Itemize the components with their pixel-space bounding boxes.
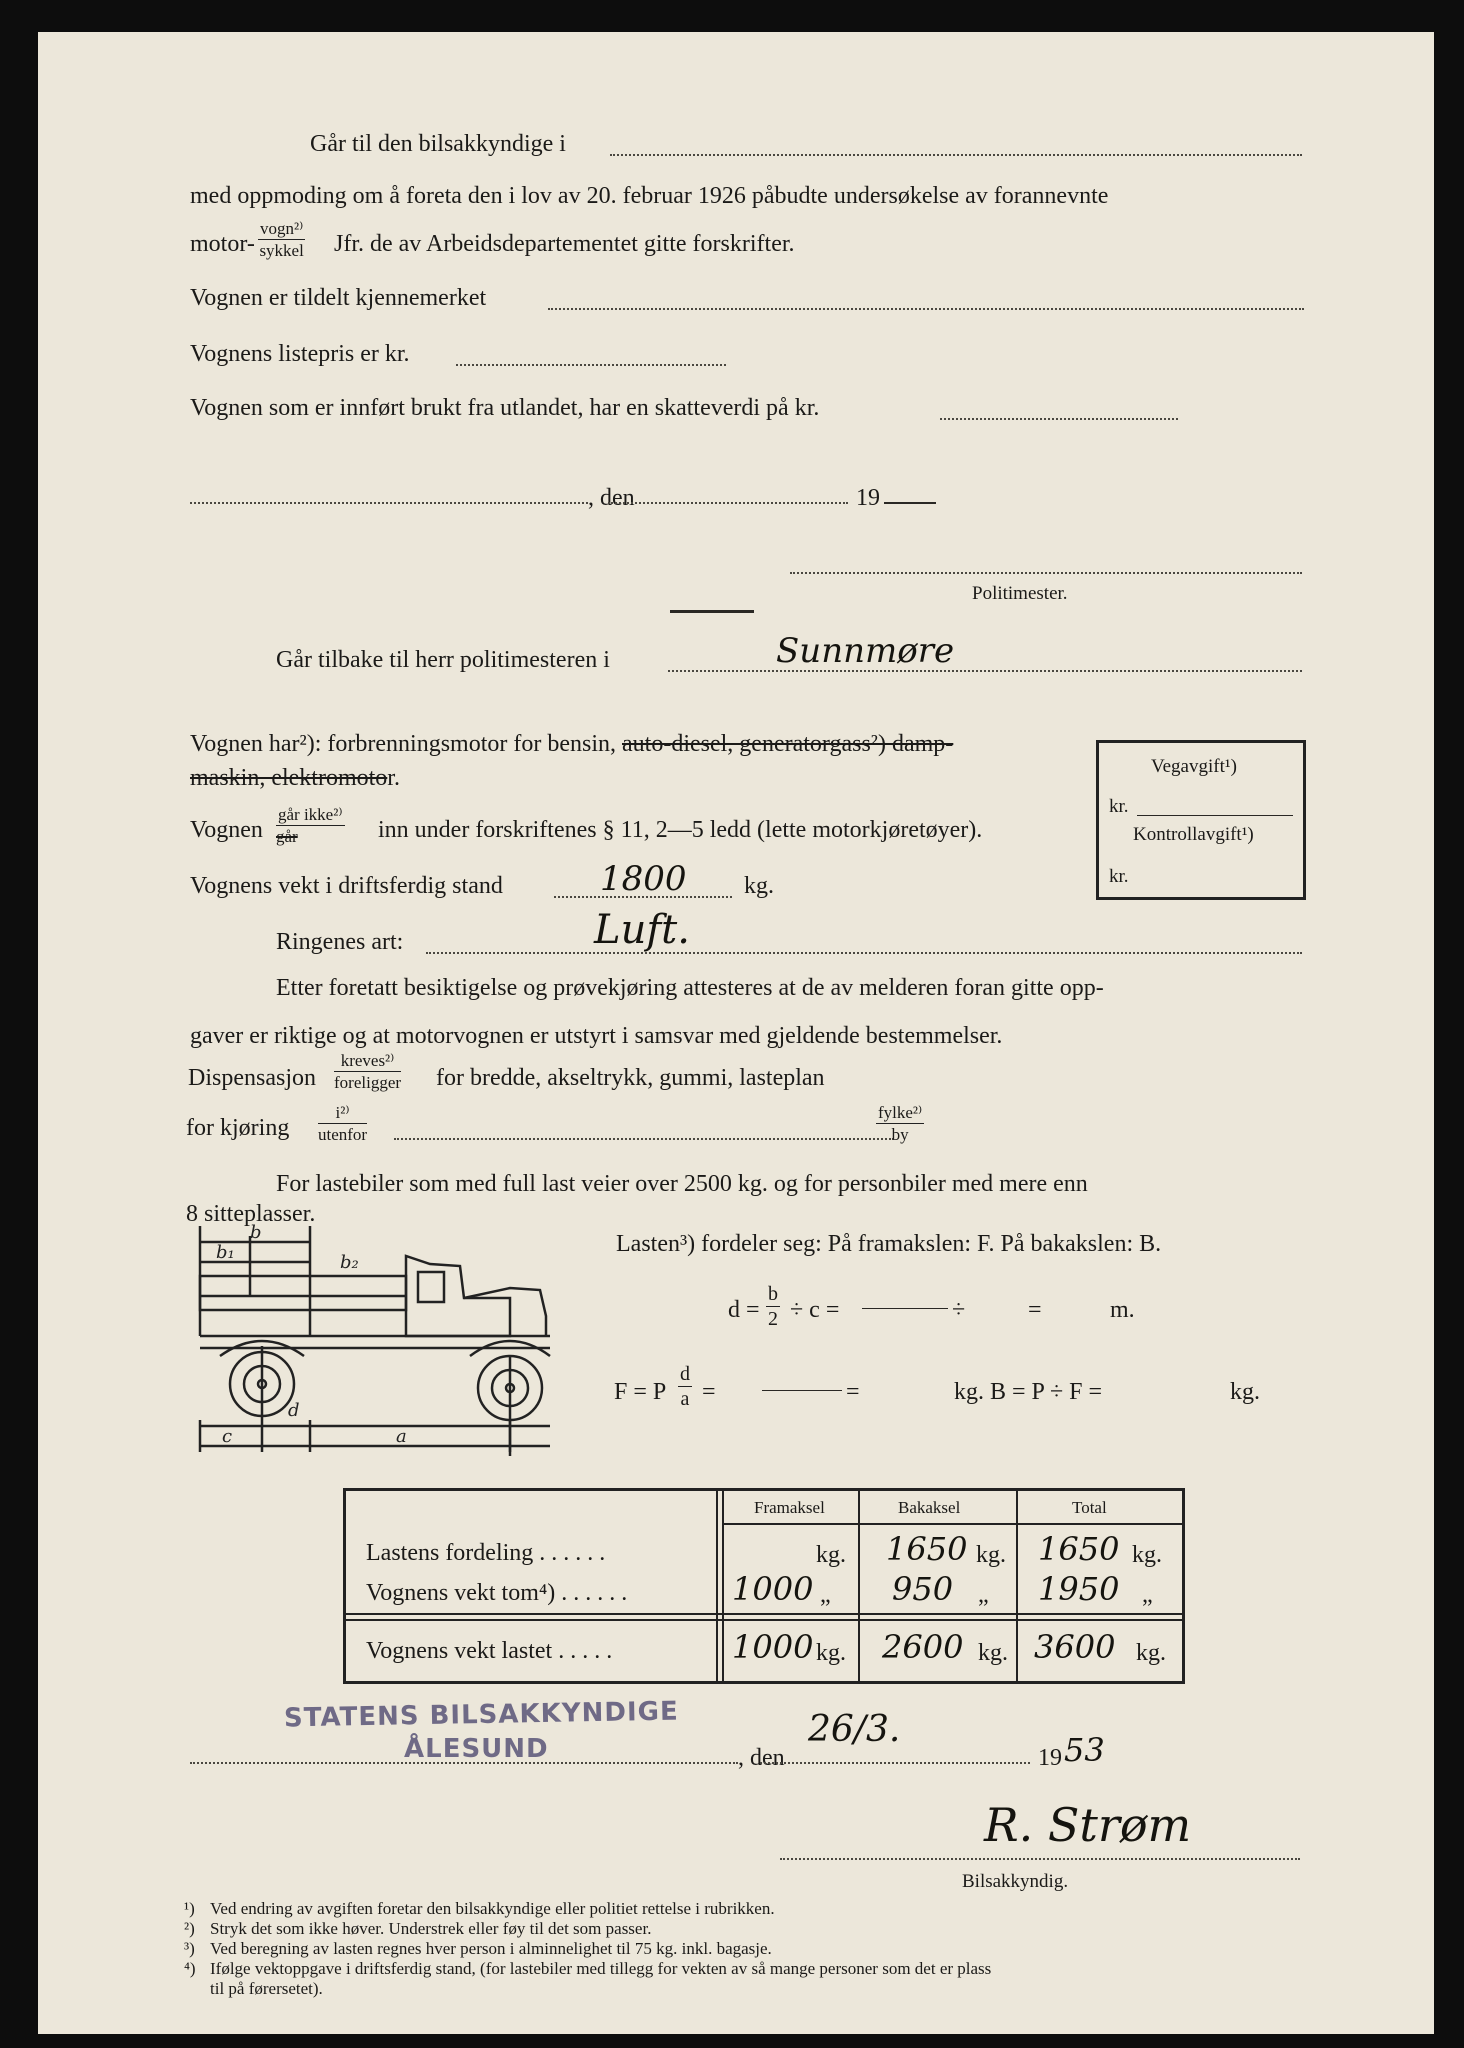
line-jfr: Jfr. de av Arbeidsdepartementet gitte forskrifter. bbox=[334, 231, 795, 257]
attest-line-1: Etter foretatt besiktigelse og prøvekjøring attesteres at de av melderen foran gitte opp- bbox=[276, 975, 1104, 1001]
kjoring-field[interactable] bbox=[394, 1138, 894, 1140]
table-row-rule-b bbox=[346, 1619, 1182, 1621]
vegavgift-field[interactable] bbox=[1137, 815, 1293, 816]
table-header-rule bbox=[722, 1523, 1182, 1525]
footnote-1-mark: ¹) bbox=[184, 1899, 195, 1918]
disp-prefix: Dispensasjon bbox=[188, 1065, 316, 1091]
table-col-divider-1b bbox=[722, 1491, 724, 1681]
vegavgift-kr: kr. bbox=[1109, 796, 1129, 817]
diagram-label-b1: b₁ bbox=[216, 1242, 235, 1263]
table-header-front: Framaksel bbox=[754, 1498, 825, 1517]
row-lastens-fordeling-label: Lastens fordeling . . . . . . bbox=[366, 1540, 606, 1566]
listepris-field[interactable] bbox=[456, 364, 726, 366]
formula2-mid: kg. B = P ÷ F = bbox=[954, 1379, 1103, 1405]
formula1-2: 2 bbox=[768, 1308, 778, 1330]
formula2-unit: kg. bbox=[1230, 1379, 1260, 1405]
row-vekt-lastet-label: Vognens vekt lastet . . . . . bbox=[366, 1638, 613, 1664]
date-field[interactable] bbox=[608, 502, 848, 504]
diagram-label-d: d bbox=[288, 1400, 300, 1421]
formula1-div: ÷ bbox=[952, 1297, 966, 1323]
bilsakkyndig-signature-field[interactable] bbox=[780, 1858, 1300, 1860]
tilbake-label: Går tilbake til herr politimesteren i bbox=[276, 647, 610, 673]
diagram-label-b: b bbox=[250, 1222, 262, 1243]
skatteverdi-label: Vognen som er innført brukt fra utlandet, har en skatteverdi på kr. bbox=[190, 395, 820, 421]
listepris-label: Vognens listepris er kr. bbox=[190, 341, 410, 367]
formula2-fraction bbox=[678, 1364, 692, 1409]
stamp-line-2: ÅLESUND bbox=[404, 1734, 549, 1764]
formula1-eq: = bbox=[1028, 1297, 1042, 1323]
table-header-total: Total bbox=[1072, 1498, 1107, 1517]
gaar-frac-top: går ikke²⁾ bbox=[278, 805, 343, 824]
motor-line-1 bbox=[190, 732, 953, 756]
row1-rear-unit: „ bbox=[978, 1582, 989, 1608]
motor-line-2a: maskin, elektromoto bbox=[190, 765, 388, 791]
kjennemerke-label: Vognen er tildelt kjennemerket bbox=[190, 285, 487, 311]
kjoring-prefix: for kjøring bbox=[186, 1115, 290, 1141]
gaar-suffix: inn under forskriftenes § 11, 2—5 ledd (lette motorkjøretøyer). bbox=[378, 817, 983, 843]
attest-line-2: gaver er riktige og at motorvognen er utstyrt i samsvar med gjeldende bestemmelser. bbox=[190, 1023, 1003, 1049]
line-motor-prefix: motor- bbox=[190, 231, 255, 257]
diagram-label-a: a bbox=[396, 1426, 407, 1447]
row1-total-unit: „ bbox=[1142, 1582, 1153, 1608]
skatteverdi-field[interactable] bbox=[940, 418, 1178, 420]
vekt-unit: kg. bbox=[744, 873, 774, 899]
row2-total-unit: kg. bbox=[1136, 1640, 1166, 1666]
table-col-divider-1 bbox=[716, 1491, 718, 1681]
table-header-rear: Bakaksel bbox=[898, 1498, 961, 1517]
footnote-3-mark: ³) bbox=[184, 1939, 195, 1958]
footnote-4-mark: ⁴) bbox=[184, 1959, 196, 1978]
row0-front-unit: kg. bbox=[816, 1542, 846, 1568]
date2-handwritten: 26/3. bbox=[808, 1709, 901, 1750]
formula2-eq1: = bbox=[702, 1379, 716, 1405]
diagram-label-b2: b₂ bbox=[340, 1252, 359, 1273]
formula1-unit: m. bbox=[1110, 1297, 1135, 1323]
row1-front-unit: „ bbox=[820, 1582, 831, 1608]
lasten-line: Lasten³) fordeler seg: På framakslen: F. På bakakslen: B. bbox=[616, 1231, 1162, 1257]
formula2-f: F = P bbox=[614, 1379, 667, 1405]
frac-bottom: sykkel bbox=[259, 241, 304, 260]
line-gaar-til: Går til den bilsakkyndige i bbox=[310, 131, 566, 157]
kjoring-frac-bottom: utenfor bbox=[318, 1125, 368, 1144]
vekt-label: Vognens vekt i driftsferdig stand bbox=[190, 873, 503, 899]
table-col-divider-3 bbox=[1016, 1491, 1018, 1681]
row1-total-value: 1950 bbox=[1038, 1570, 1120, 1608]
vegavgift-label: Vegavgift¹) bbox=[1151, 756, 1237, 777]
row2-rear-unit: kg. bbox=[978, 1640, 1008, 1666]
year2-label: 19 bbox=[1038, 1745, 1062, 1771]
disp-frac-bottom: foreligger bbox=[334, 1073, 402, 1092]
fylke-frac-top: fylke²⁾ bbox=[878, 1103, 923, 1122]
diagram-label-c: c bbox=[222, 1426, 233, 1447]
laste-line-1: For lastebiler som med full last veier over 2500 kg. og for personbiler med mere enn bbox=[276, 1171, 1088, 1197]
frac-top: vogn²⁾ bbox=[260, 219, 304, 238]
den-label: , den bbox=[588, 485, 635, 511]
ringer-field[interactable] bbox=[426, 952, 1302, 954]
formula1-d: d = bbox=[728, 1297, 760, 1323]
kjoring-fraction bbox=[318, 1104, 367, 1143]
kontrollavgift-label: Kontrollavgift¹) bbox=[1133, 824, 1254, 845]
place2-field[interactable] bbox=[190, 1762, 738, 1764]
row0-total-unit: kg. bbox=[1132, 1542, 1162, 1568]
politimester-signature-field[interactable] bbox=[790, 572, 1302, 574]
footnote-1-text: Ved endring av avgiften foretar den bilsakkyndige eller politiet rettelse i rubrikken. bbox=[210, 1899, 775, 1918]
laste-line-2: 8 sitteplasser. bbox=[186, 1201, 316, 1227]
truck-diagram bbox=[180, 1216, 620, 1488]
kjoring-frac-top: i²⁾ bbox=[318, 1104, 367, 1124]
row0-total-value: 1650 bbox=[1038, 1530, 1120, 1568]
ringer-handwritten: Luft. bbox=[594, 907, 690, 953]
disp-frac-top: kreves²⁾ bbox=[334, 1052, 401, 1072]
fylke-frac-bottom: by bbox=[891, 1125, 909, 1144]
row2-rear-value: 2600 bbox=[882, 1628, 964, 1666]
politimester-label: Politimester. bbox=[972, 583, 1068, 604]
row1-front-value: 1000 bbox=[732, 1570, 814, 1608]
disp-suffix: for bredde, akseltrykk, gummi, lasteplan bbox=[436, 1065, 825, 1091]
row2-front-unit: kg. bbox=[816, 1640, 846, 1666]
kontrollavgift-kr: kr. bbox=[1109, 866, 1129, 887]
formula1-fraction bbox=[766, 1284, 780, 1329]
gaar-frac-bottom: går bbox=[276, 827, 298, 846]
tilbake-field[interactable] bbox=[668, 670, 1302, 672]
kjennemerke-field[interactable] bbox=[548, 308, 1304, 310]
table-col-divider-2 bbox=[858, 1491, 860, 1681]
signature: R. Strøm bbox=[984, 1798, 1192, 1852]
form-page bbox=[38, 32, 1434, 2034]
fylke-fraction bbox=[876, 1104, 924, 1143]
date2-field[interactable] bbox=[760, 1762, 1030, 1764]
vogn-sykkel-fraction bbox=[258, 220, 305, 259]
formula2-field-1[interactable] bbox=[762, 1390, 842, 1391]
motor-line-2b: r. bbox=[387, 765, 400, 791]
section-divider bbox=[670, 610, 754, 613]
ringer-label: Ringenes art: bbox=[276, 929, 404, 955]
formula1-rest: ÷ c = bbox=[790, 1297, 840, 1323]
load-distribution-table bbox=[343, 1488, 1185, 1684]
row-vekt-tom-label: Vognens vekt tom⁴) . . . . . . bbox=[366, 1580, 628, 1606]
den2-label: , den bbox=[738, 1745, 785, 1771]
motor-line-2 bbox=[190, 766, 400, 790]
year2-handwritten: 53 bbox=[1064, 1731, 1105, 1769]
tilbake-handwritten: Sunnmøre bbox=[776, 631, 955, 671]
year-label: 19 bbox=[856, 485, 880, 511]
vekt-handwritten: 1800 bbox=[600, 859, 687, 899]
avgift-box bbox=[1096, 740, 1306, 900]
footnote-4-continued: til på førersetet). bbox=[210, 1979, 323, 1998]
row1-rear-value: 950 bbox=[892, 1570, 954, 1608]
footnote-4-text: Ifølge vektoppgave i driftsferdig stand, (for lastebiler med tillegg for vekten av så mange personer som det er plass bbox=[210, 1959, 992, 1978]
gaar-fraction bbox=[276, 806, 345, 845]
line-oppmoding: med oppmoding om å foreta den i lov av 20. februar 1926 påbudte undersøkelse av forannevnte bbox=[190, 183, 1109, 209]
formula1-b: b bbox=[768, 1283, 778, 1305]
place-field[interactable] bbox=[190, 502, 588, 504]
motor-line-1b: auto-diesel, generatorgass²) damp- bbox=[622, 731, 954, 757]
row0-rear-value: 1650 bbox=[886, 1530, 968, 1568]
row2-front-value: 1000 bbox=[732, 1628, 814, 1666]
footnote-2-mark: ²) bbox=[184, 1919, 195, 1938]
formula2-d: d bbox=[680, 1363, 690, 1385]
motor-line-1a: Vognen har²): forbrenningsmotor for bensin, bbox=[190, 731, 622, 757]
row2-total-value: 3600 bbox=[1034, 1628, 1116, 1666]
table-row-rule bbox=[346, 1613, 1182, 1615]
footnote-3-text: Ved beregning av lasten regnes hver person i alminnelighet til 75 kg. inkl. bagasje. bbox=[210, 1939, 772, 1958]
year-field[interactable] bbox=[884, 502, 936, 504]
formula2-a: a bbox=[680, 1388, 690, 1410]
disp-fraction bbox=[334, 1052, 401, 1091]
footnote-2-text: Stryk det som ikke høver. Understrek eller føy til det som passer. bbox=[210, 1919, 652, 1938]
gaar-prefix: Vognen bbox=[190, 817, 263, 843]
bilsakkyndig-label: Bilsakkyndig. bbox=[962, 1871, 1069, 1892]
bilsakkyndige-field[interactable] bbox=[610, 154, 1302, 156]
stamp-line-1: STATENS BILSAKKYNDIGE bbox=[283, 1696, 679, 1734]
row0-rear-unit: kg. bbox=[976, 1542, 1006, 1568]
formula2-eq2: = bbox=[846, 1379, 860, 1405]
formula1-field-1[interactable] bbox=[862, 1308, 948, 1309]
